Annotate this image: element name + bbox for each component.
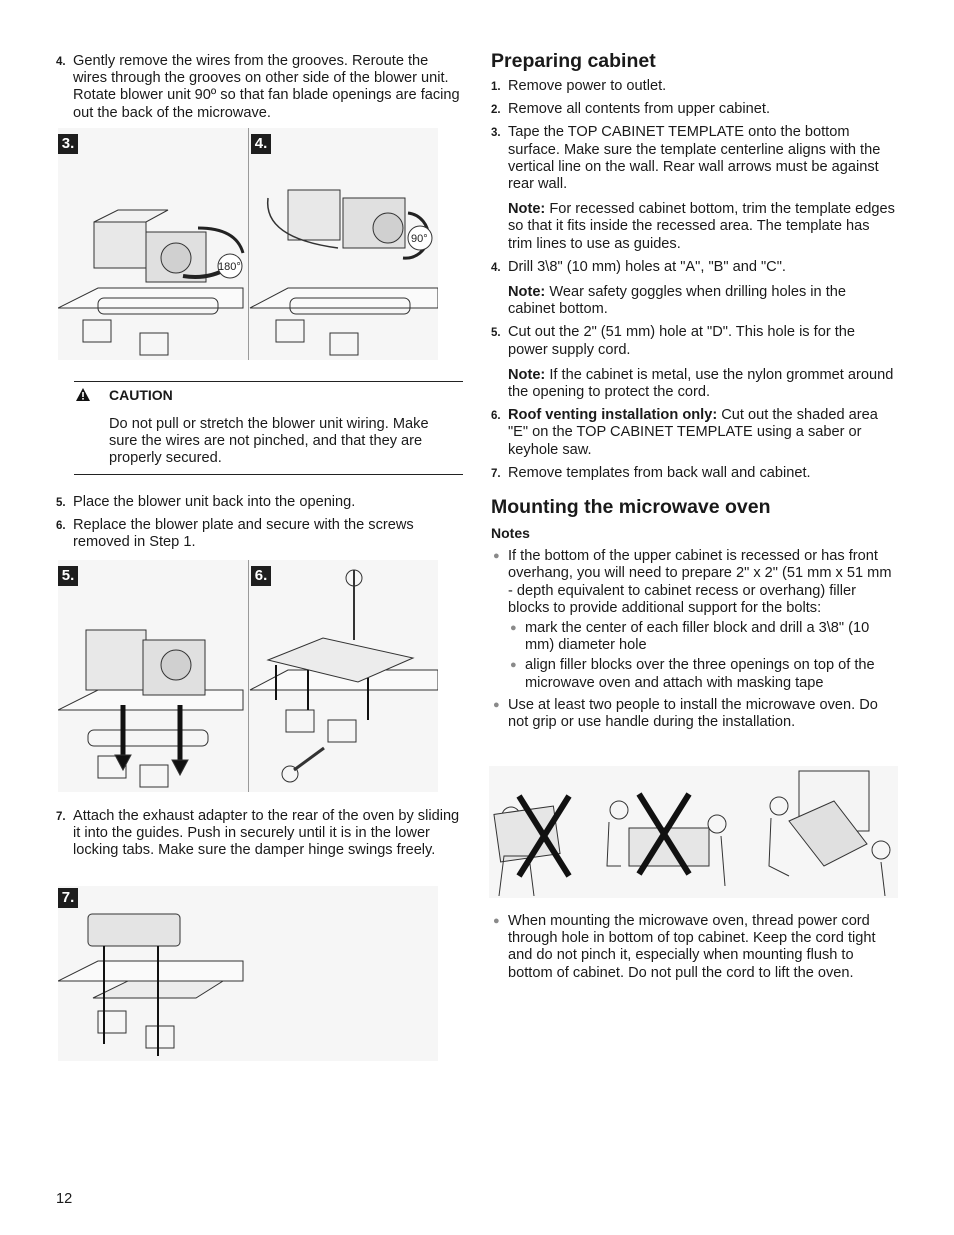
step-number: 1.	[491, 81, 501, 93]
bullet-text: If the bottom of the upper cabinet is recessed or has front overhang, you will need to prepare 2" x 2" (51 mm x 51 mm - depth equivalent to cabinet recess or overhang) filler blocks to provide additional support for the bolts:	[508, 548, 892, 616]
step-number: 7.	[491, 467, 501, 480]
prep-step-3	[491, 124, 896, 193]
bullet-dot: ●	[510, 622, 517, 635]
step-number: 4.	[56, 56, 66, 68]
bullet-dot: ●	[510, 659, 517, 672]
prep-step-4	[491, 259, 896, 276]
prep-step-2	[491, 101, 896, 118]
step-number: 5.	[56, 497, 66, 509]
step-number: 6.	[491, 410, 501, 423]
caution-title: CAUTION	[109, 387, 173, 403]
exhaust-adapter-illustration	[58, 886, 438, 1061]
note-text: For recessed cabinet bottom, trim the template edges so that it fits inside the recessed area. The template has trim lines to use as guides.	[508, 201, 895, 252]
step-number: 3.	[491, 127, 501, 140]
step-number: 5.	[491, 327, 501, 340]
preparing-cabinet-heading: Preparing cabinet	[491, 50, 656, 72]
step-4-gently-remove	[56, 53, 463, 122]
mounting-note-filler-blocks	[491, 548, 896, 617]
step-bold-lead: Roof venting installation only:	[508, 407, 718, 424]
step-text: Remove power to outlet.	[508, 78, 667, 94]
note-text: If the cabinet is metal, use the nylon grommet around the opening to protect the cord.	[508, 366, 894, 401]
bullet-text: When mounting the microwave oven, thread power cord through hole in bottom of top cabinet. Keep the cord tight and do not pinch it, especially when mounting flush to bottom of cabinet. Do not pull the cord to lift the oven.	[508, 913, 876, 981]
step-number: 4.	[491, 261, 501, 274]
caution-text: Do not pull or stretch the blower unit wiring. Make sure the wires are not pinched, and that they are properly secured.	[109, 416, 429, 467]
step-text: Place the blower unit back into the opening.	[73, 494, 356, 510]
figure-blower-plate	[58, 560, 438, 792]
note-label: Note:	[508, 366, 546, 383]
mounting-subnote-align-blocks	[508, 657, 896, 691]
prep-step-7	[491, 465, 896, 482]
prep-note-1	[508, 201, 896, 253]
figure-label-3: 3.	[58, 134, 78, 154]
figure-exhaust-adapter	[58, 886, 438, 1061]
angle-90-label: 90°	[411, 233, 428, 245]
step-text: Replace the blower plate and secure with the screws removed in Step 1.	[73, 517, 414, 551]
bullet-text: Use at least two people to install the microwave oven. Do not grip or use handle during the installation.	[508, 696, 878, 731]
step-text: Gently remove the wires from the grooves. Reroute the wires through the grooves on other side of the blower unit. Rotate blower unit 90º so that fan blade openings are facing out the back of the microwave.	[73, 53, 460, 121]
caution-box	[74, 381, 463, 475]
mounting-heading: Mounting the microwave oven	[491, 496, 771, 519]
angle-180-label: 180°	[218, 261, 241, 273]
prep-step-1	[491, 78, 896, 95]
bullet-dot: ●	[493, 698, 500, 711]
figure-label-5: 5.	[58, 566, 78, 586]
step-6-replace-plate	[56, 517, 463, 551]
prep-step-6	[491, 407, 896, 459]
lifting-oven-illustration	[489, 766, 898, 898]
step-text: Remove templates from back wall and cabinet.	[508, 464, 811, 481]
step-number: 2.	[491, 104, 501, 117]
bullet-dot: ●	[493, 550, 500, 563]
bullet-dot: ●	[493, 915, 500, 927]
step-number: 7.	[56, 811, 66, 823]
step-text: Cut out the 2" (51 mm) hole at "D". This hole is for the power supply cord.	[508, 324, 856, 358]
mounting-note-two-people	[491, 697, 896, 731]
figure-blower-rotation	[58, 128, 438, 360]
prep-note-3	[508, 367, 896, 401]
bullet-text: mark the center of each filler block and drill a 3\8" (10 mm) diameter hole	[525, 620, 870, 654]
bullet-text: align filler blocks over the three openings on top of the microwave oven and attach with masking tape	[525, 657, 875, 691]
step-text: Drill 3\8" (10 mm) holes at "A", "B" and "C".	[508, 258, 786, 275]
note-label: Note:	[508, 284, 546, 301]
step-text: Tape the TOP CABINET TEMPLATE onto the bottom surface. Make sure the template centerline aligns with the vertical line on the wall. Rear wall arrows must be against rear wall.	[508, 124, 881, 193]
figure-label-6: 6.	[251, 566, 271, 586]
prep-note-2	[508, 284, 896, 318]
notes-heading: Notes	[491, 525, 530, 542]
step-7-attach-exhaust	[56, 808, 463, 860]
note-text: Wear safety goggles when drilling holes in the cabinet bottom.	[508, 284, 847, 318]
step-5-place-blower	[56, 494, 463, 511]
step-text: Attach the exhaust adapter to the rear of the oven by sliding it into the guides. Push in securely until it is in the lower locking tabs. Make sure the damper hinge swings freely.	[73, 808, 460, 859]
step-text: Cut out the shaded area "E" on the TOP CABINET TEMPLATE using a saber or keyhole saw.	[508, 407, 878, 458]
page-number: 12	[56, 1191, 73, 1207]
step-text: Remove all contents from upper cabinet.	[508, 101, 771, 118]
figure-label-4: 4.	[251, 134, 271, 154]
step-number: 6.	[56, 520, 66, 533]
mounting-note-power-cord	[491, 913, 896, 982]
mounting-subnote-mark-center	[508, 620, 896, 654]
prep-step-5	[491, 324, 896, 358]
figure-label-7: 7.	[58, 888, 78, 908]
note-label: Note:	[508, 201, 546, 218]
figure-lifting-oven	[489, 766, 898, 898]
warning-triangle-icon	[76, 388, 92, 404]
